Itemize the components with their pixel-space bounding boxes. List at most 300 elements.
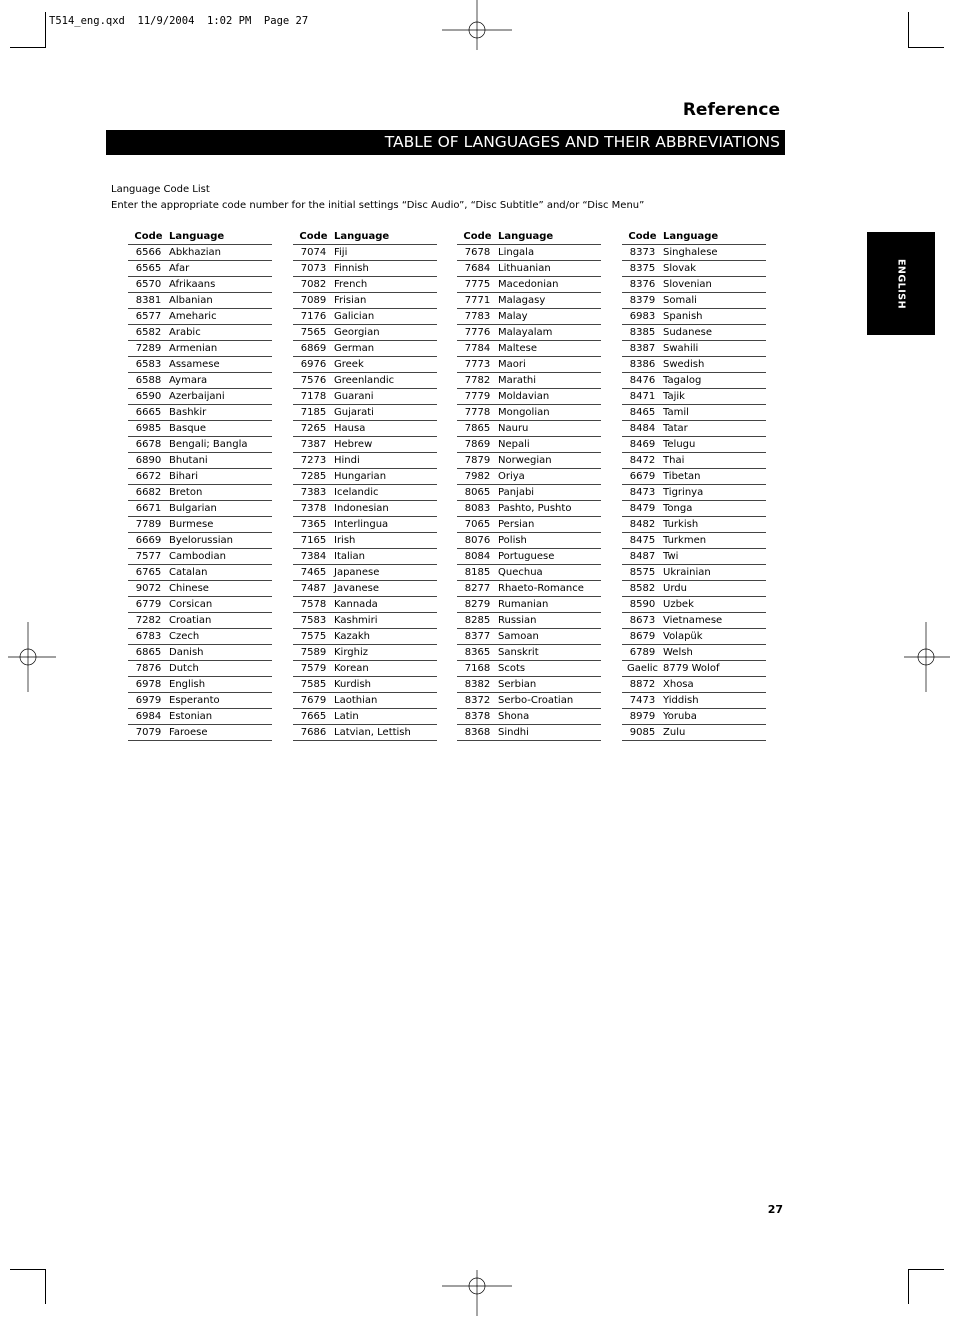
- language-code: 7487: [300, 583, 327, 594]
- table-row: [128, 693, 272, 709]
- crop-mark: [10, 47, 46, 48]
- language-code: 8368: [464, 727, 491, 738]
- language-name: Icelandic: [334, 487, 379, 498]
- table-row: [128, 437, 272, 453]
- table-row: [457, 357, 601, 373]
- language-code: 7665: [300, 711, 327, 722]
- intro-text: Enter the appropriate code number for the initial settings “Disc Audio”, “Disc Subtitle” and/or “Disc Menu”: [111, 200, 645, 211]
- table-row: [457, 533, 601, 549]
- language-name: Slovak: [663, 263, 697, 274]
- code-header: Code: [134, 231, 163, 242]
- language-code: 7273: [300, 455, 327, 466]
- table-row: [293, 373, 437, 389]
- language-name: Turkish: [663, 519, 699, 530]
- language-code: 8365: [464, 647, 491, 658]
- table-row: [293, 437, 437, 453]
- language-code: 7782: [464, 375, 491, 386]
- language-code: 8979: [629, 711, 656, 722]
- table-row: [128, 549, 272, 565]
- table-row: [622, 469, 766, 485]
- language-name: Telugu: [663, 439, 696, 450]
- language-table-column-1: [128, 229, 272, 741]
- language-name: Maltese: [498, 343, 537, 354]
- language-code: 8475: [629, 535, 656, 546]
- table-row: [457, 549, 601, 565]
- table-row: [293, 517, 437, 533]
- language-name: Frisian: [334, 295, 367, 306]
- language-code: 7779: [464, 391, 491, 402]
- table-row: [622, 645, 766, 661]
- table-row: [622, 421, 766, 437]
- table-row: [293, 709, 437, 725]
- table-row: [293, 549, 437, 565]
- table-row: [128, 677, 272, 693]
- language-name: Cambodian: [169, 551, 226, 562]
- table-row: [128, 453, 272, 469]
- language-code: 8476: [629, 375, 656, 386]
- language-name: Shona: [498, 711, 530, 722]
- language-code: 7473: [629, 695, 656, 706]
- language-code: 7365: [300, 519, 327, 530]
- language-code: 7289: [135, 343, 162, 354]
- table-row: [457, 693, 601, 709]
- table-row: [293, 533, 437, 549]
- language-name: Twi: [663, 551, 679, 562]
- language-name: Armenian: [169, 343, 218, 354]
- language-table-column-4: [622, 229, 766, 741]
- language-name: Javanese: [334, 583, 379, 594]
- code-header: Code: [299, 231, 328, 242]
- table-row: [293, 645, 437, 661]
- language-name: Korean: [334, 663, 369, 674]
- table-row: [128, 421, 272, 437]
- table-row: [128, 389, 272, 405]
- language-name: Croatian: [169, 615, 212, 626]
- language-name: Afar: [169, 263, 190, 274]
- table-row: [293, 453, 437, 469]
- language-name: Byelorussian: [169, 535, 233, 546]
- language-code: 6984: [135, 711, 162, 722]
- language-name: Moldavian: [498, 391, 550, 402]
- language-name: Urdu: [663, 583, 687, 594]
- table-row: [622, 405, 766, 421]
- language-name: Esperanto: [169, 695, 220, 706]
- table-row: [622, 453, 766, 469]
- language-code: 6582: [135, 327, 162, 338]
- intro-heading: Language Code List: [111, 184, 210, 195]
- language-name: Assamese: [169, 359, 220, 370]
- language-code: 6678: [135, 439, 162, 450]
- language-name: Maori: [498, 359, 526, 370]
- language-name: Malayalam: [498, 327, 553, 338]
- language-name: Sudanese: [663, 327, 713, 338]
- language-name: Albanian: [169, 295, 213, 306]
- table-row: [128, 629, 272, 645]
- language-name: Pashto, Pushto: [498, 503, 572, 514]
- table-row: [622, 485, 766, 501]
- table-row: [457, 373, 601, 389]
- language-name: Greek: [334, 359, 364, 370]
- language-code: 8385: [629, 327, 656, 338]
- table-row: [622, 549, 766, 565]
- language-code: 7285: [300, 471, 327, 482]
- language-code: 6565: [135, 263, 162, 274]
- language-name: Kannada: [334, 599, 378, 610]
- language-code: 7168: [464, 663, 491, 674]
- language-name: Dutch: [169, 663, 199, 674]
- language-name: Thai: [663, 455, 685, 466]
- table-row: [622, 309, 766, 325]
- language-name: Hebrew: [334, 439, 373, 450]
- language-code: 8386: [629, 359, 656, 370]
- language-code: 6976: [300, 359, 327, 370]
- language-name: Panjabi: [498, 487, 535, 498]
- language-name: Basque: [169, 423, 207, 434]
- table-row: [293, 341, 437, 357]
- table-row: [622, 373, 766, 389]
- crop-mark: [908, 47, 944, 48]
- table-row: [293, 597, 437, 613]
- table-row: [457, 485, 601, 501]
- table-row: [622, 261, 766, 277]
- language-code: 7165: [300, 535, 327, 546]
- language-code: 7784: [464, 343, 491, 354]
- crop-mark: [45, 12, 46, 47]
- language-name: Kirghiz: [334, 647, 368, 658]
- language-name: Somali: [663, 295, 697, 306]
- language-code: 8465: [629, 407, 656, 418]
- language-name: Lingala: [498, 247, 535, 258]
- language-code: 6566: [135, 247, 162, 258]
- table-row: [293, 677, 437, 693]
- language-code: 7575: [300, 631, 327, 642]
- language-name: English: [169, 679, 206, 690]
- table-row: [293, 613, 437, 629]
- table-row: [457, 437, 601, 453]
- language-code: 7065: [464, 519, 491, 530]
- table-row: [128, 581, 272, 597]
- table-row: [622, 565, 766, 581]
- crop-mark: [908, 1270, 909, 1304]
- language-code: Gaelic: [626, 663, 659, 674]
- table-row: [622, 293, 766, 309]
- language-name: Zulu: [663, 727, 686, 738]
- language-code: 7869: [464, 439, 491, 450]
- language-name: Bihari: [169, 471, 198, 482]
- language-code: 8279: [464, 599, 491, 610]
- registration-mark-bottom: [442, 1250, 512, 1320]
- language-name: Nauru: [498, 423, 529, 434]
- language-code: 7185: [300, 407, 327, 418]
- language-name: Arabic: [169, 327, 201, 338]
- language-code: 6570: [135, 279, 162, 290]
- language-name: Kazakh: [334, 631, 371, 642]
- table-header-row: [128, 229, 272, 245]
- language-name: Irish: [334, 535, 356, 546]
- table-header-row: [622, 229, 766, 245]
- language-name: Breton: [169, 487, 203, 498]
- language-code: 8084: [464, 551, 491, 562]
- language-name: Italian: [334, 551, 366, 562]
- language-code: 7583: [300, 615, 327, 626]
- language-code: 8590: [629, 599, 656, 610]
- table-row: [622, 709, 766, 725]
- language-code: 7577: [135, 551, 162, 562]
- language-header: Language: [663, 231, 719, 242]
- language-code: 8376: [629, 279, 656, 290]
- table-row: [128, 645, 272, 661]
- language-code: 6665: [135, 407, 162, 418]
- language-name: Swedish: [663, 359, 705, 370]
- language-name: Yiddish: [663, 695, 699, 706]
- language-name: Tonga: [663, 503, 693, 514]
- language-code: 6671: [135, 503, 162, 514]
- language-code: 8378: [464, 711, 491, 722]
- language-code: 6985: [135, 423, 162, 434]
- language-name: Spanish: [663, 311, 703, 322]
- table-row: [293, 661, 437, 677]
- language-code: 8185: [464, 567, 491, 578]
- language-name: Macedonian: [498, 279, 559, 290]
- language-code: 6679: [629, 471, 656, 482]
- language-code: 7585: [300, 679, 327, 690]
- table-row: [128, 341, 272, 357]
- language-code: 7465: [300, 567, 327, 578]
- table-row: [293, 309, 437, 325]
- language-name: Tigrinya: [663, 487, 704, 498]
- table-row: [128, 245, 272, 261]
- table-row: [293, 389, 437, 405]
- language-code: 8479: [629, 503, 656, 514]
- language-name: Ukrainian: [663, 567, 711, 578]
- language-code: 8473: [629, 487, 656, 498]
- language-code: 7678: [464, 247, 491, 258]
- language-code: 7384: [300, 551, 327, 562]
- language-name: Tamil: [663, 407, 689, 418]
- language-code: 8372: [464, 695, 491, 706]
- table-row: [622, 325, 766, 341]
- table-row: [622, 501, 766, 517]
- language-code: 7776: [464, 327, 491, 338]
- language-code: 8472: [629, 455, 656, 466]
- language-code: 8872: [629, 679, 656, 690]
- language-name: Malay: [498, 311, 528, 322]
- table-row: [457, 677, 601, 693]
- table-row: [128, 565, 272, 581]
- language-code: 7079: [135, 727, 162, 738]
- language-code: 7865: [464, 423, 491, 434]
- table-row: [622, 693, 766, 709]
- language-code: 7686: [300, 727, 327, 738]
- language-code: 8377: [464, 631, 491, 642]
- table-row: [293, 421, 437, 437]
- table-row: [457, 581, 601, 597]
- language-name: Estonian: [169, 711, 213, 722]
- language-code: 6783: [135, 631, 162, 642]
- language-name: Laothian: [334, 695, 378, 706]
- language-name: Gujarati: [334, 407, 374, 418]
- table-row: [293, 485, 437, 501]
- language-name: Azerbaijani: [169, 391, 225, 402]
- table-row: [457, 645, 601, 661]
- language-name: Portuguese: [498, 551, 555, 562]
- language-code: 6890: [135, 455, 162, 466]
- language-name: Czech: [169, 631, 200, 642]
- language-code: 6779: [135, 599, 162, 610]
- language-name: Oriya: [498, 471, 525, 482]
- language-name: Turkmen: [663, 535, 707, 546]
- language-name: 8779 Wolof: [663, 663, 720, 674]
- table-row: [293, 629, 437, 645]
- table-row: [622, 389, 766, 405]
- language-name: Volapük: [663, 631, 703, 642]
- language-code: 9085: [629, 727, 656, 738]
- language-code: 8083: [464, 503, 491, 514]
- language-name: Norwegian: [498, 455, 552, 466]
- language-code: 8469: [629, 439, 656, 450]
- language-code: 8379: [629, 295, 656, 306]
- language-name: Chinese: [169, 583, 209, 594]
- language-name: Galician: [334, 311, 375, 322]
- language-name: Tibetan: [663, 471, 701, 482]
- table-row: [293, 693, 437, 709]
- table-row: [622, 725, 766, 741]
- table-row: [128, 709, 272, 725]
- table-row: [457, 725, 601, 741]
- language-name: Scots: [498, 663, 526, 674]
- language-name: Sindhi: [498, 727, 529, 738]
- table-row: [293, 293, 437, 309]
- table-row: [293, 405, 437, 421]
- registration-mark-left: [0, 622, 70, 692]
- code-header: Code: [463, 231, 492, 242]
- language-code: 7073: [300, 263, 327, 274]
- table-row: [457, 613, 601, 629]
- language-name: Samoan: [498, 631, 539, 642]
- language-code: 6979: [135, 695, 162, 706]
- table-row: [293, 581, 437, 597]
- language-name: Serbian: [498, 679, 537, 690]
- language-code: 7982: [464, 471, 491, 482]
- language-code: 7778: [464, 407, 491, 418]
- language-name: Corsican: [169, 599, 213, 610]
- language-name: Aymara: [169, 375, 208, 386]
- language-code: 8673: [629, 615, 656, 626]
- language-code: 7576: [300, 375, 327, 386]
- table-row: [457, 245, 601, 261]
- table-row: [128, 293, 272, 309]
- table-row: [128, 405, 272, 421]
- language-code: 6583: [135, 359, 162, 370]
- code-header: Code: [628, 231, 657, 242]
- table-row: [128, 661, 272, 677]
- language-name: Abkhazian: [169, 247, 221, 258]
- table-row: [457, 661, 601, 677]
- language-code: 7387: [300, 439, 327, 450]
- language-name: Persian: [498, 519, 535, 530]
- table-row: [457, 389, 601, 405]
- language-name: Kashmiri: [334, 615, 378, 626]
- table-row: [457, 421, 601, 437]
- language-code: 8482: [629, 519, 656, 530]
- language-code: 6869: [300, 343, 327, 354]
- language-code: 6669: [135, 535, 162, 546]
- language-code: 7679: [300, 695, 327, 706]
- table-row: [457, 517, 601, 533]
- table-row: [293, 245, 437, 261]
- language-code: 6765: [135, 567, 162, 578]
- language-name: Slovenian: [663, 279, 712, 290]
- language-code: 7265: [300, 423, 327, 434]
- language-table-column-3: [457, 229, 601, 741]
- language-code: 8679: [629, 631, 656, 642]
- language-code: 6983: [629, 311, 656, 322]
- table-row: [622, 677, 766, 693]
- language-name: Japanese: [334, 567, 380, 578]
- crop-mark: [908, 1269, 944, 1270]
- language-code: 8277: [464, 583, 491, 594]
- language-name: Lithuanian: [498, 263, 551, 274]
- language-code: 7789: [135, 519, 162, 530]
- table-row: [457, 469, 601, 485]
- table-row: [128, 309, 272, 325]
- table-header-row: [457, 229, 601, 245]
- intro-block: [111, 182, 644, 214]
- slug-line: T514_eng.qxd 11/9/2004 1:02 PM Page 27: [49, 15, 309, 27]
- language-name: Rhaeto-Romance: [498, 583, 584, 594]
- language-code: 7282: [135, 615, 162, 626]
- table-row: [128, 325, 272, 341]
- table-row: [128, 533, 272, 549]
- table-row: [128, 501, 272, 517]
- language-name: Ameharic: [169, 311, 217, 322]
- crop-mark: [10, 1269, 46, 1270]
- language-name: Welsh: [663, 647, 693, 658]
- language-name: Latin: [334, 711, 359, 722]
- language-code: 7771: [464, 295, 491, 306]
- language-name: Hindi: [334, 455, 360, 466]
- language-code: 7578: [300, 599, 327, 610]
- table-row: [622, 533, 766, 549]
- language-name: Mongolian: [498, 407, 550, 418]
- language-code: 8471: [629, 391, 656, 402]
- language-name: Faroese: [169, 727, 208, 738]
- table-row: [293, 501, 437, 517]
- language-code: 6590: [135, 391, 162, 402]
- table-row: [293, 277, 437, 293]
- language-name: Tatar: [663, 423, 688, 434]
- language-code: 6672: [135, 471, 162, 482]
- language-header: Language: [169, 231, 225, 242]
- language-name: Afrikaans: [169, 279, 216, 290]
- language-code: 7589: [300, 647, 327, 658]
- language-code: 6588: [135, 375, 162, 386]
- language-name: German: [334, 343, 375, 354]
- language-name: Bhutani: [169, 455, 208, 466]
- language-name: French: [334, 279, 368, 290]
- language-code: 8575: [629, 567, 656, 578]
- language-code: 8065: [464, 487, 491, 498]
- language-code: 7089: [300, 295, 327, 306]
- table-row: [622, 277, 766, 293]
- registration-mark-right: [884, 622, 954, 692]
- language-code: 7176: [300, 311, 327, 322]
- language-name: Latvian, Lettish: [334, 727, 411, 738]
- language-name: Tajik: [663, 391, 685, 402]
- language-code: 8373: [629, 247, 656, 258]
- table-row: [457, 453, 601, 469]
- language-name: Hungarian: [334, 471, 387, 482]
